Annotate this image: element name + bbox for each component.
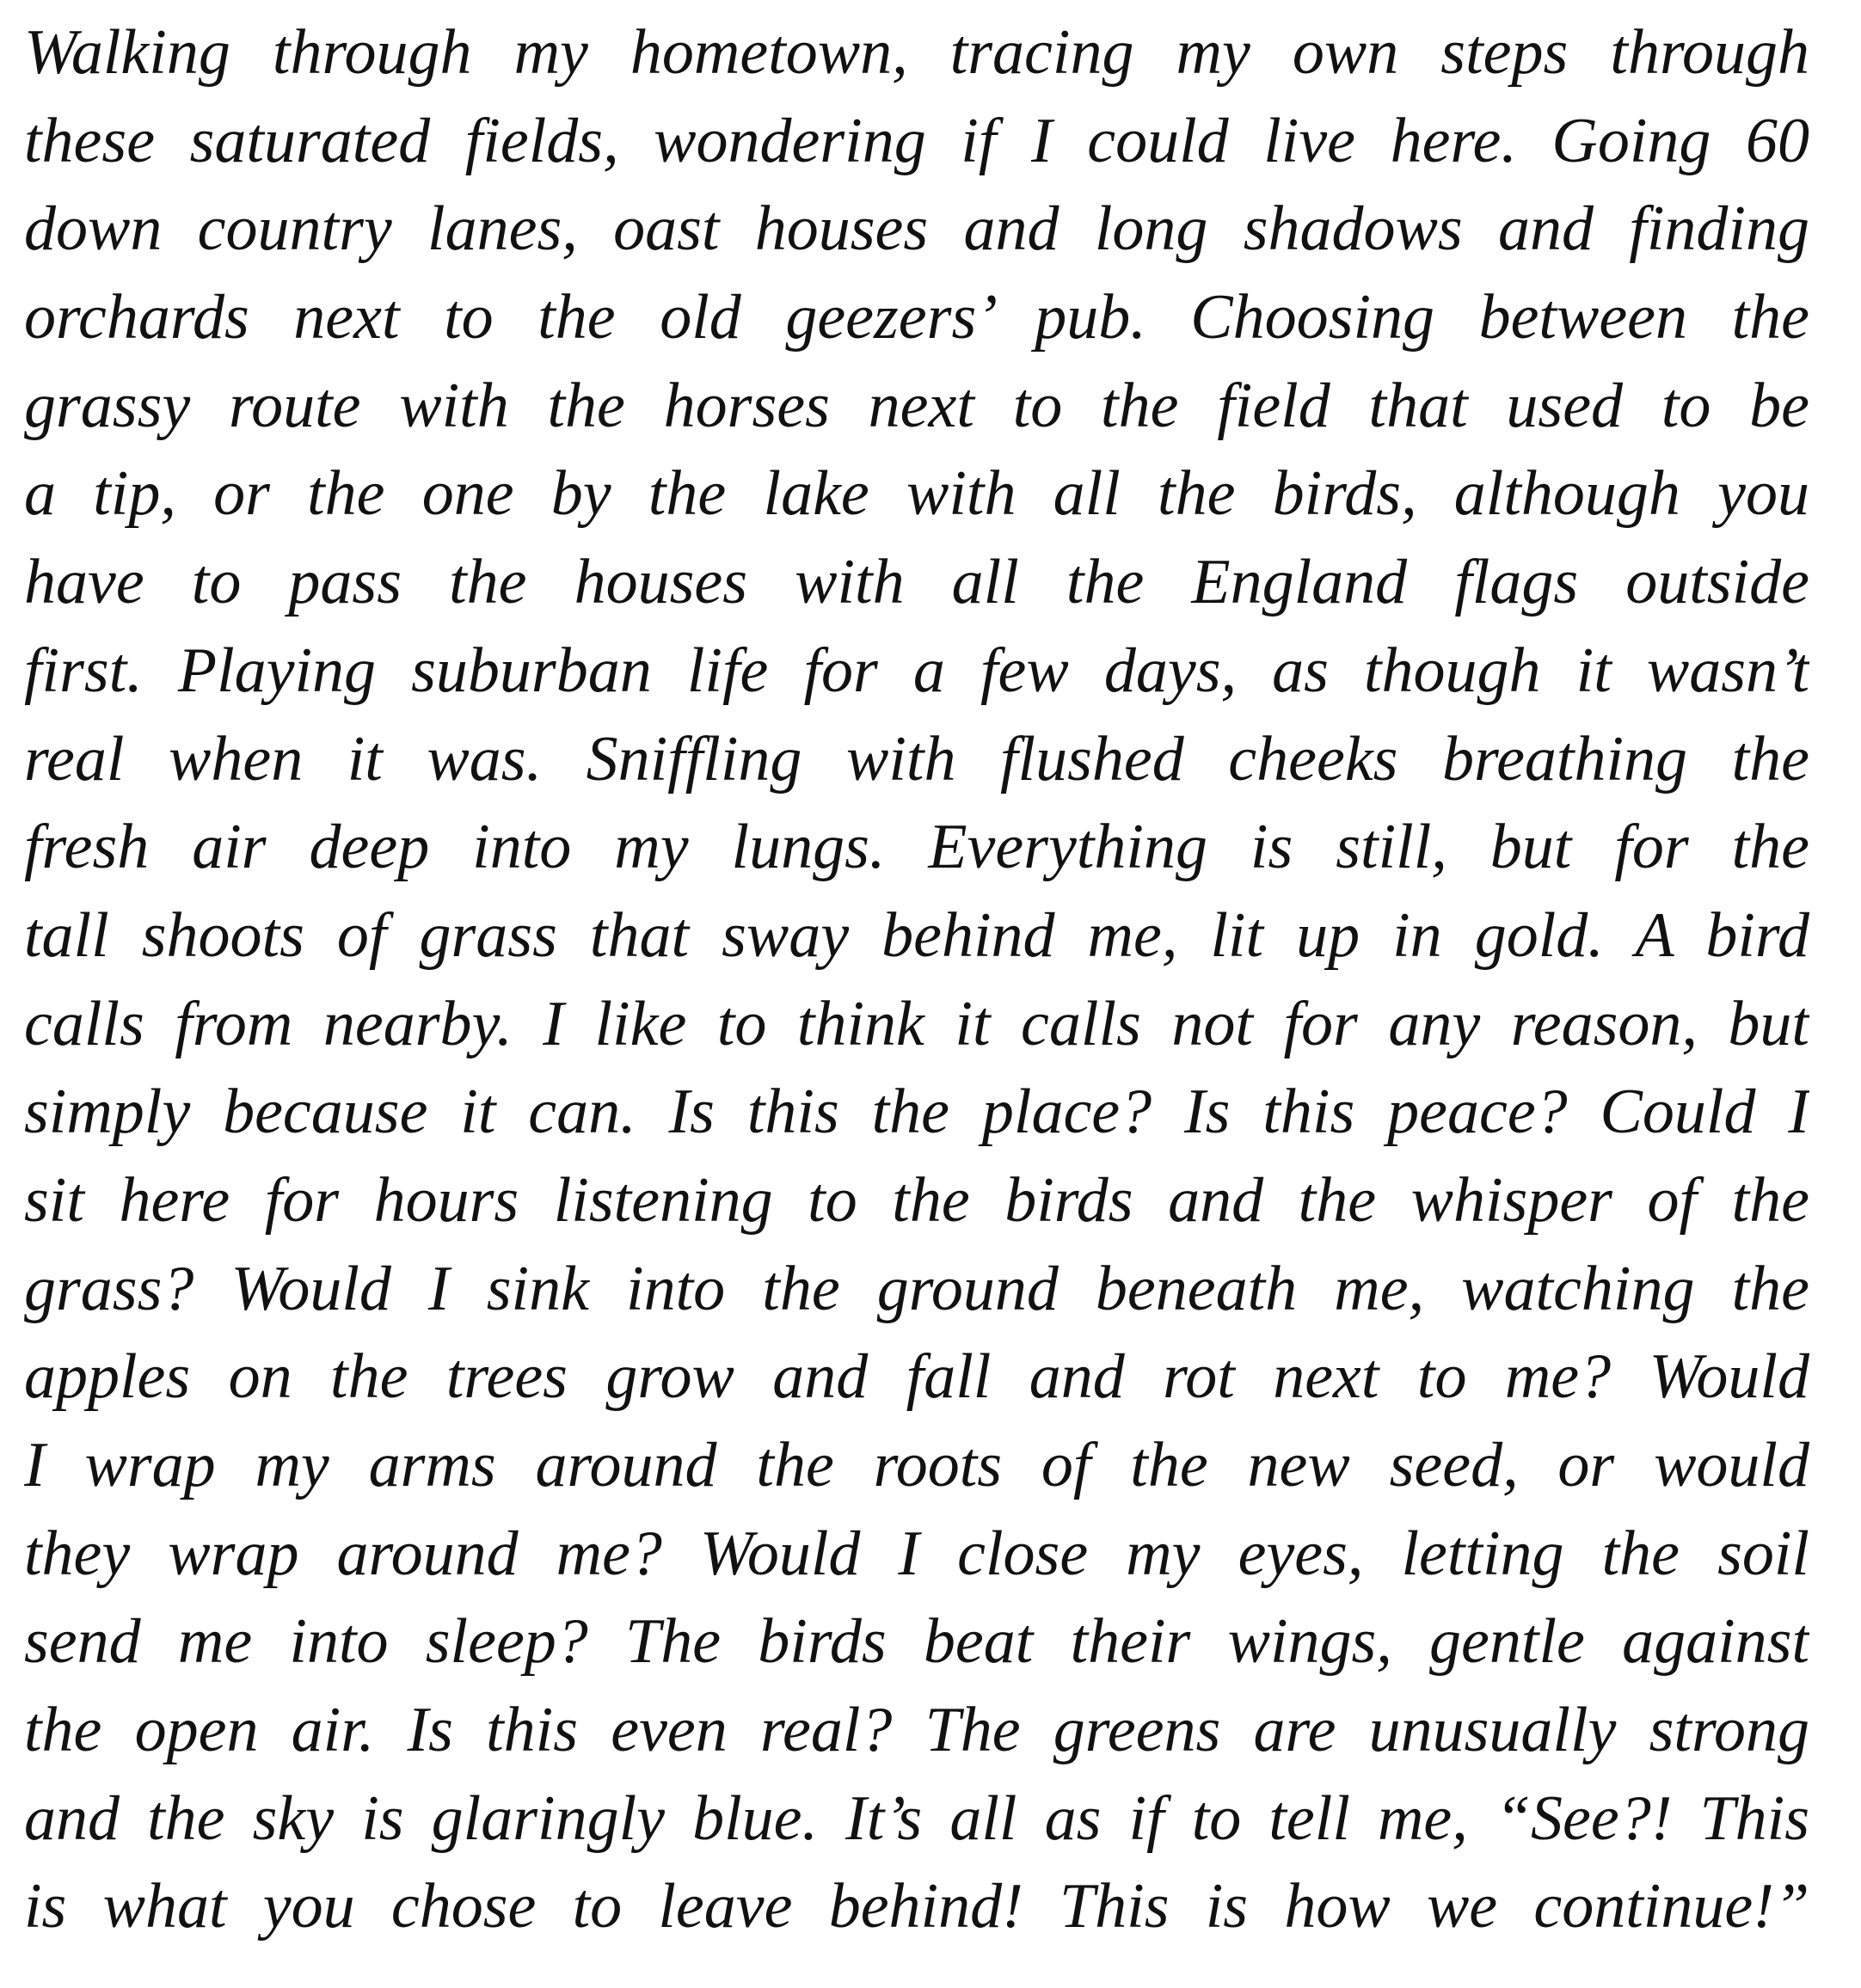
text-line: grass? Would I sink into the ground beneath me, watching the — [24, 1253, 1809, 1324]
text-line-last: is what you chose to leave behind! This is how we continue!” — [24, 1871, 1809, 1942]
text-line: Walking through my hometown, tracing my own steps through — [24, 17, 1809, 88]
text-line: they wrap around me? Would I close my eyes, letting the soil — [24, 1518, 1809, 1589]
text-line: send me into sleep? The birds beat their wings, gentle against — [24, 1606, 1809, 1678]
text-line: real when it was. Sniffling with flushed cheeks breathing the — [24, 723, 1809, 795]
text-line: and the sky is glaringly blue. It’s all as if to tell me, “See?! This — [24, 1782, 1809, 1854]
text-line: the open air. Is this even real? The greens are unusually strong — [24, 1695, 1809, 1766]
text-line: I wrap my arms around the roots of the new seed, or would — [24, 1430, 1809, 1500]
text-line: first. Playing suburban life for a few days, as though it wasn’t — [24, 635, 1809, 706]
text-line: tall shoots of grass that sway behind me, lit up in gold. A bird — [24, 899, 1809, 971]
text-line: orchards next to the old geezers’ pub. Choosing between the — [24, 282, 1809, 353]
text-line: sit here for hours listening to the birds and the whisper of the — [24, 1164, 1809, 1236]
text-line: fresh air deep into my lungs. Everything is still, but for the — [24, 812, 1809, 883]
text-line: apples on the trees grow and fall and rot next to me? Would — [24, 1341, 1809, 1413]
text-line: calls from nearby. I like to think it calls not for any reason, but — [24, 988, 1809, 1059]
text-line: have to pass the houses with all the England flags outside — [24, 547, 1809, 618]
text-line: grassy route with the horses next to the field that used to be — [24, 370, 1809, 441]
text-line: down country lanes, oast houses and long shadows and finding — [24, 193, 1809, 265]
text-line: a tip, or the one by the lake with all the birds, although you — [24, 458, 1809, 530]
text-page — [24, 9, 1809, 1951]
text-line: these saturated fields, wondering if I could live here. Going 60 — [24, 105, 1809, 176]
text-line: simply because it can. Is this the place? Is this peace? Could I — [24, 1077, 1809, 1148]
